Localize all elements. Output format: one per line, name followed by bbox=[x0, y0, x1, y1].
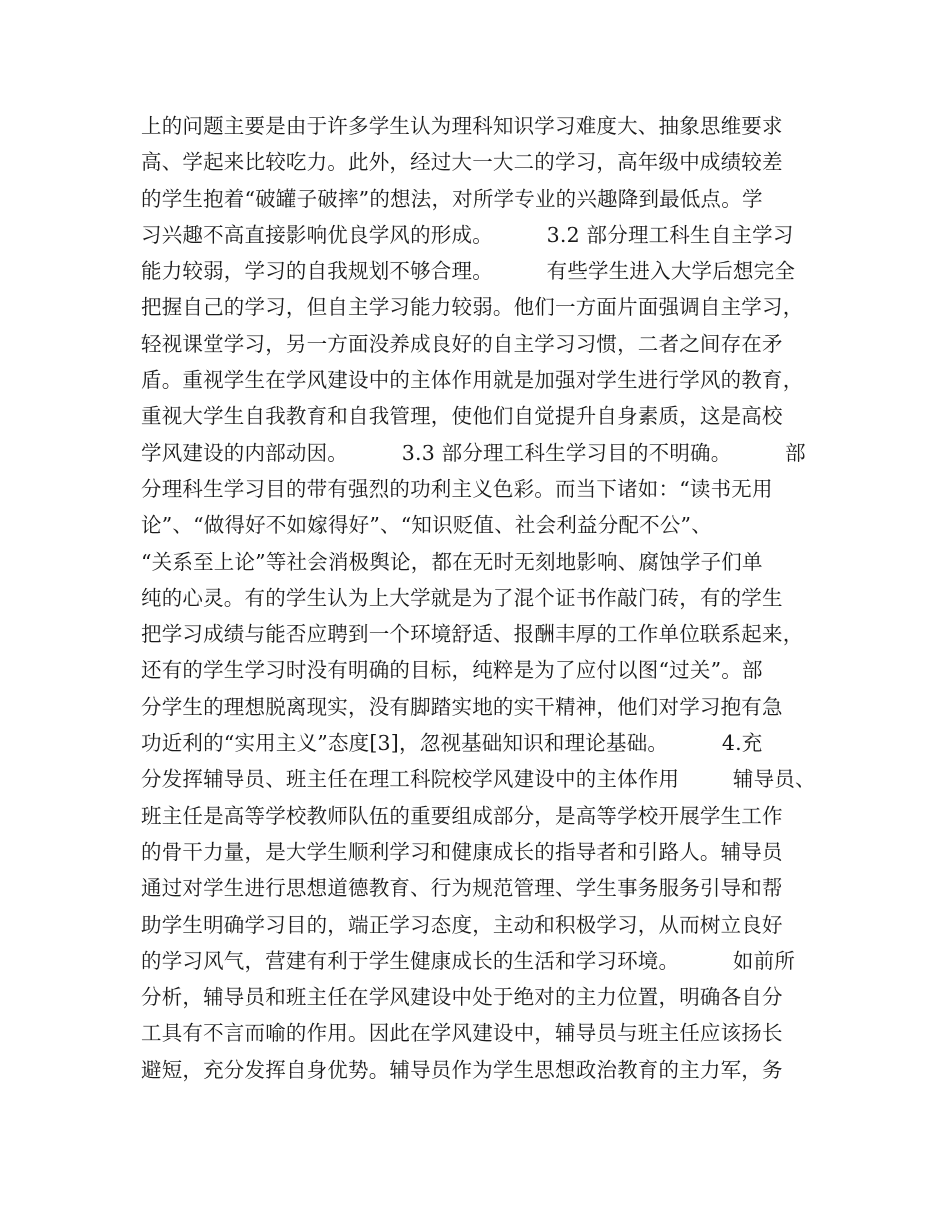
text-line-12: 论”、“做得好不如嫁得好”、“知识贬值、社会利益分配不公”、 bbox=[141, 513, 712, 538]
text-line-2: 高、学起来比较吃力。此外，经过大一大二的学习，高年级中成绩较差 bbox=[141, 150, 783, 175]
text-line-6: 把握自己的学习，但自主学习能力较弱。他们一方面片面强调自主学习， bbox=[141, 295, 804, 320]
text-line-1: 上的问题主要是由于许多学生认为理科知识学习难度大、抽象思维要求 bbox=[141, 114, 783, 138]
text-line-20: 班主任是高等学校教师队伍的重要组成部分，是高等学校开展学生工作 bbox=[141, 803, 783, 828]
text-line-5: 能力较弱，学习的自我规划不够合理。 有些学生进入大学后想完全 bbox=[141, 259, 796, 284]
text-line-11: 分理科生学习目的带有强烈的功利主义色彩。而当下诸如：“读书无用 bbox=[141, 476, 773, 501]
text-line-15: 把学习成绩与能否应聘到一个环境舒适、报酬丰厚的工作单位联系起来， bbox=[141, 622, 804, 647]
text-line-25: 分析，辅导员和班主任在学风建设中处于绝对的主力位置，明确各自分 bbox=[141, 985, 783, 1010]
text-line-7: 轻视课堂学习，另一方面没养成良好的自主学习习惯，二者之间存在矛 bbox=[141, 331, 783, 356]
text-line-26: 工具有不言而喻的作用。因此在学风建设中，辅导员与班主任应该扬长 bbox=[141, 1021, 783, 1046]
text-line-3: 的学生抱着“破罐子破摔”的想法，对所学专业的兴趣降到最低点。学 bbox=[141, 186, 763, 211]
text-line-9: 重视大学生自我教育和自我管理，使他们自觉提升自身素质，这是高校 bbox=[141, 404, 783, 429]
text-line-4: 习兴趣不高直接影响优良学风的形成。 3.2 部分理工科生自主学习 bbox=[141, 222, 794, 247]
text-line-24: 的学习风气，营建有利于学生健康成长的生活和学习环境。 如前所 bbox=[141, 948, 796, 973]
text-line-17: 分学生的理想脱离现实，没有脚踏实地的实干精神，他们对学习抱有急 bbox=[141, 694, 783, 719]
body-text bbox=[141, 108, 831, 1088]
text-line-27: 避短，充分发挥自身优势。辅导员作为学生思想政治教育的主力军，务 bbox=[141, 1057, 783, 1082]
text-line-21: 的骨干力量，是大学生顺利学习和健康成长的指导者和引路人。辅导员 bbox=[141, 839, 783, 864]
text-line-10: 学风建设的内部动因。 3.3 部分理工科生学习目的不明确。 部 bbox=[141, 440, 806, 465]
text-line-8: 盾。重视学生在学风建设中的主体作用就是加强对学生进行学风的教育， bbox=[141, 368, 804, 393]
text-line-13: “关系至上论”等社会消极舆论，都在无时无刻地影响、腐蚀学子们单 bbox=[141, 549, 763, 574]
text-line-14: 纯的心灵。有的学生认为上大学就是为了混个证书作敲门砖，有的学生 bbox=[141, 585, 783, 610]
text-line-19: 分发挥辅导员、班主任在理工科院校学风建设中的主体作用 辅导员、 bbox=[141, 767, 816, 792]
text-line-22: 通过对学生进行思想道德教育、行为规范管理、学生事务服务引导和帮 bbox=[141, 876, 783, 901]
text-line-23: 助学生明确学习目的，端正学习态度，主动和积极学习，从而树立良好 bbox=[141, 912, 783, 937]
text-line-18: 功近利的“实用主义”态度[3]，忽视基础知识和理论基础。 4.充 bbox=[141, 731, 763, 756]
text-line-16: 还有的学生学习时没有明确的目标，纯粹是为了应付以图“过关”。部 bbox=[141, 658, 763, 683]
